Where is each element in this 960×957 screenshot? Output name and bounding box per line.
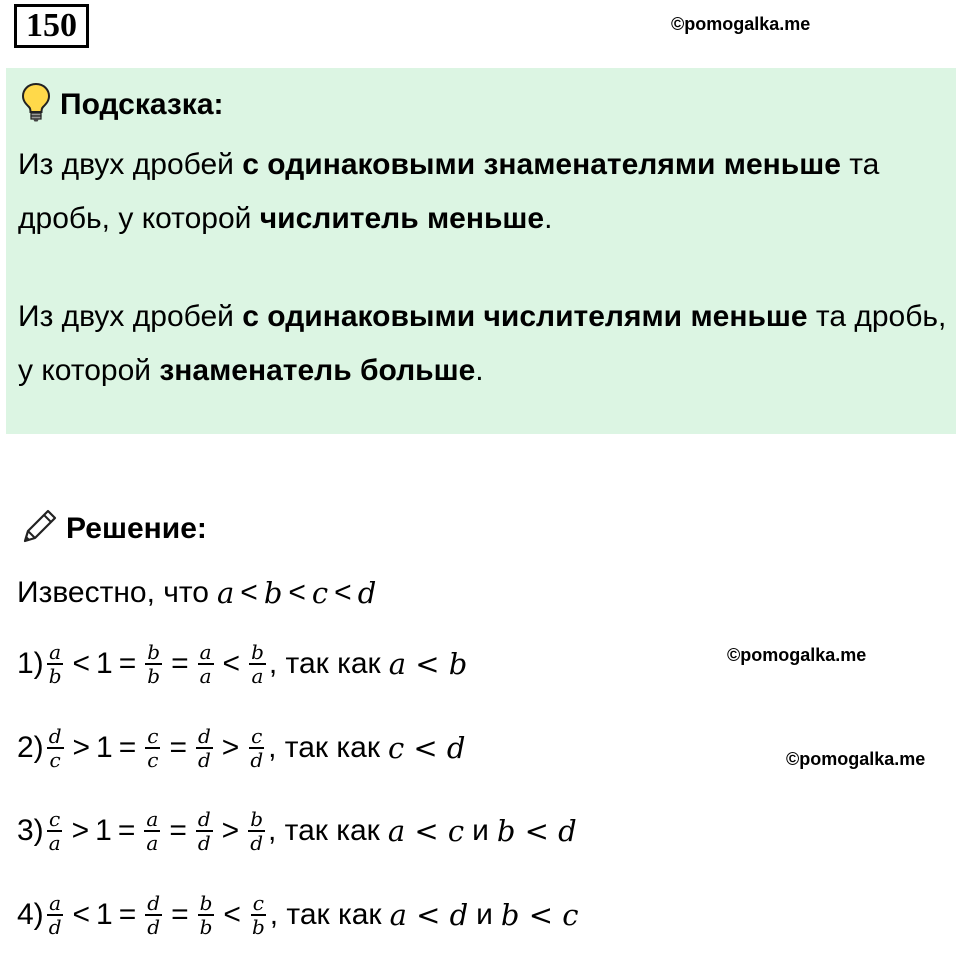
because-text: , так как — [269, 898, 382, 931]
hint-paragraph-2: Из двух дробей с одинаковыми числителями меньше та дробь, у которой знаменатель больше. — [18, 300, 947, 387]
denominator: d — [197, 831, 211, 855]
hint-title: Подсказка: — [60, 87, 224, 121]
fraction — [248, 725, 265, 771]
relation: < — [334, 576, 352, 609]
relation: < — [222, 647, 241, 680]
denominator: d — [48, 915, 62, 939]
solution-title: Решение: — [66, 511, 207, 545]
equals: = — [118, 647, 137, 680]
condition: c < d — [387, 731, 466, 765]
condition: a < d — [389, 898, 469, 932]
fraction — [47, 808, 63, 854]
equals: = — [171, 647, 189, 680]
condition-2: b < d — [496, 814, 577, 848]
numerator: c — [49, 807, 61, 831]
solution-line-4 — [17, 892, 578, 938]
denominator: b — [251, 915, 265, 939]
one: 1 — [96, 898, 113, 931]
fraction — [250, 892, 267, 938]
fraction — [144, 808, 160, 854]
solution-line-3 — [17, 808, 577, 854]
numerator: c — [252, 891, 264, 915]
numerator: c — [147, 724, 159, 748]
equals: = — [118, 731, 137, 764]
numerator: c — [251, 724, 263, 748]
var: d — [357, 576, 377, 610]
fraction — [196, 725, 213, 771]
numerator: a — [199, 640, 212, 664]
hint-box — [6, 68, 956, 434]
and-text: и — [472, 814, 489, 847]
numerator: b — [250, 807, 263, 831]
fraction — [248, 808, 265, 854]
one: 1 — [96, 731, 113, 764]
denominator: b — [199, 915, 213, 939]
denominator: d — [147, 915, 161, 939]
fraction — [198, 641, 214, 687]
numerator: b — [251, 640, 264, 664]
hint-paragraph-1: Из двух дробей с одинаковыми знаменателями меньше та дробь, у которой числитель меньше. — [18, 148, 880, 235]
fraction — [47, 892, 64, 938]
fraction — [47, 725, 64, 771]
fraction — [47, 641, 64, 687]
denominator: a — [199, 664, 212, 688]
numerator: b — [147, 640, 161, 664]
known-text: Известно, что — [17, 576, 209, 609]
numerator: a — [146, 807, 159, 831]
denominator: d — [250, 831, 263, 855]
numerator: d — [197, 807, 211, 831]
fraction — [196, 808, 213, 854]
watermark-top: ©pomogalka.me — [671, 14, 811, 34]
line-label: 2) — [17, 731, 44, 764]
denominator: a — [251, 664, 264, 688]
hint-header — [20, 82, 224, 127]
denominator: a — [48, 831, 61, 855]
denominator: c — [147, 748, 159, 772]
equals: = — [117, 814, 136, 847]
task-number: 150 — [14, 4, 89, 48]
relation: < — [288, 576, 306, 609]
relation: < — [72, 647, 91, 680]
condition: a < b — [388, 647, 468, 681]
var: a — [216, 576, 235, 610]
relation: > — [72, 731, 91, 764]
numerator: d — [197, 724, 211, 748]
numerator: a — [49, 891, 62, 915]
relation: < — [72, 898, 91, 931]
because-text: , так как — [268, 647, 381, 680]
known-line — [17, 576, 376, 610]
equals: = — [171, 898, 189, 931]
fraction — [145, 641, 162, 687]
numerator: d — [147, 891, 161, 915]
lightbulb-icon — [20, 82, 52, 127]
numerator: d — [48, 724, 62, 748]
solution-line-2 — [17, 725, 466, 771]
relation: < — [223, 898, 241, 931]
line-label: 4) — [17, 898, 44, 931]
solution-header — [20, 506, 207, 551]
and-text: и — [476, 898, 493, 931]
relation: > — [71, 814, 90, 847]
pencil-icon — [20, 506, 60, 551]
fraction — [145, 725, 160, 771]
relation: > — [221, 814, 240, 847]
fraction — [145, 892, 162, 938]
because-text: , так как — [268, 731, 380, 764]
equals: = — [169, 814, 187, 847]
numerator: a — [49, 640, 62, 664]
relation: < — [240, 576, 258, 609]
watermark-right: ©pomogalka.me — [786, 749, 926, 769]
fraction — [198, 892, 215, 938]
var: c — [311, 576, 329, 610]
because-text: , так как — [268, 814, 380, 847]
fraction — [249, 641, 266, 687]
condition-2: b < c — [500, 898, 579, 932]
relation: > — [221, 731, 240, 764]
denominator: b — [48, 664, 62, 688]
denominator: b — [147, 664, 161, 688]
denominator: d — [197, 748, 211, 772]
equals: = — [118, 898, 137, 931]
one: 1 — [95, 814, 112, 847]
condition: a < c — [387, 814, 465, 848]
solution-line-1 — [17, 641, 467, 687]
denominator: d — [250, 748, 264, 772]
one: 1 — [96, 647, 113, 680]
var: b — [263, 576, 283, 610]
line-label: 3) — [17, 814, 44, 847]
denominator: a — [146, 831, 159, 855]
line-label: 1) — [17, 647, 44, 680]
equals: = — [169, 731, 187, 764]
denominator: c — [49, 748, 61, 772]
watermark-mid: ©pomogalka.me — [727, 645, 867, 665]
numerator: b — [199, 891, 213, 915]
